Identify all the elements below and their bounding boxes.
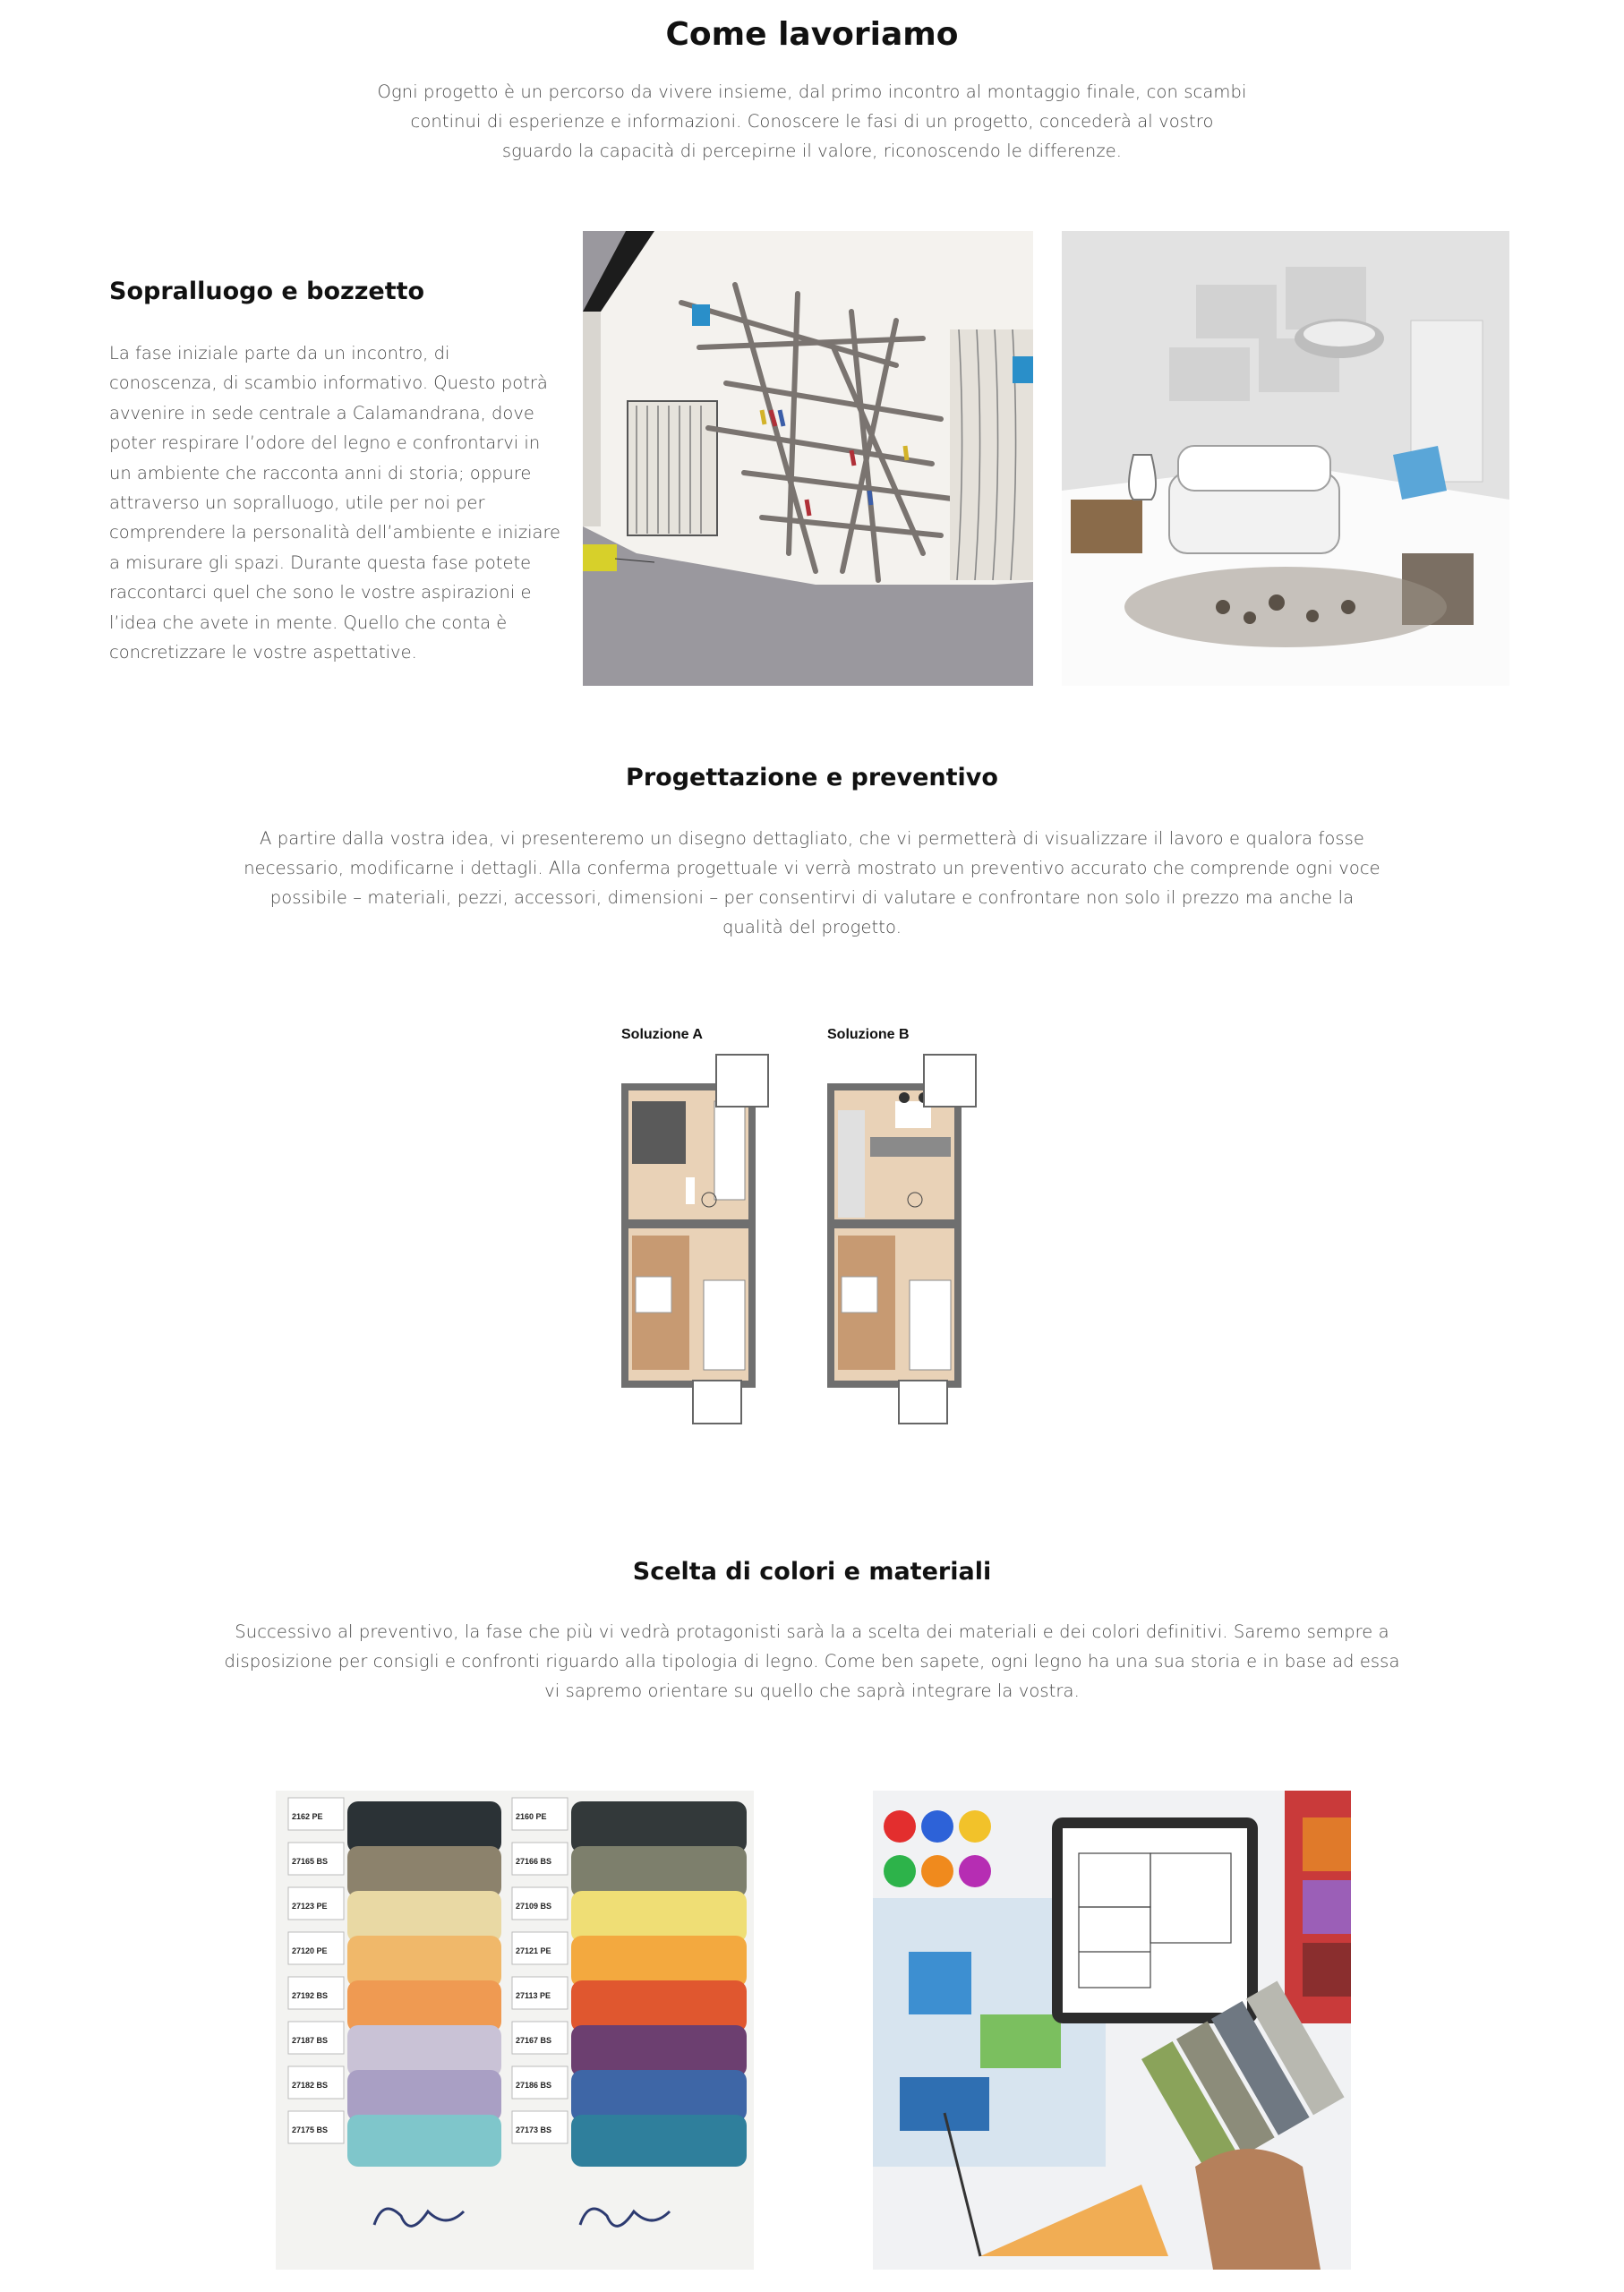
progettazione-text: A partire dalla vostra idea, vi presenteremo un disegno dettagliato, che vi permetterà di visualizzare il lavoro e qualora fosse necessario, modificarne i dettagli. Alla conferma progettuale vi verrà mostrato un preventivo accurato che comprende ogni voce possibile – materiali, pezzi, accessori, dimensioni – per consentirvi di valutare e confrontare non solo il prezzo ma anche la qualità del progetto. (244, 828, 1380, 937)
color-swatch (571, 1936, 747, 1988)
swatch-code-label: 27166 BS (516, 1857, 552, 1866)
shelf-sketch-image (583, 231, 1033, 686)
color-swatch (571, 2025, 747, 2077)
color-swatch (571, 2070, 747, 2122)
color-swatches-image (276, 1791, 754, 2270)
swatch-code-label: 27173 BS (516, 2125, 552, 2134)
color-swatch (347, 1936, 501, 1988)
color-swatch (571, 1846, 747, 1898)
swatch-code-label: 27123 PE (292, 1902, 328, 1911)
section-title-sopralluogo: Sopralluogo e bozzetto (109, 278, 425, 305)
color-swatch (347, 1980, 501, 2032)
scelta-text: Successivo al preventivo, la fase che più vi vedrà protagonisti sarà la a scelta dei materiali e dei colori definitivi. Saremo sempre a disposizione per consigli e confronti riguardo alla tipologia di legno. Come ben sapete, ogni legno ha una sua storia e in base ad essa vi sapremo orientare su quello che saprà integrare la vostra. (224, 1621, 1400, 1701)
swatch-code-label: 27109 BS (516, 1902, 552, 1911)
swatch-code-label: 27113 PE (516, 1991, 551, 2000)
section-title-scelta: Scelta di colori e materiali (632, 1558, 992, 1586)
color-swatch (347, 1801, 501, 1853)
plan-a-label: Soluzione A (621, 1027, 703, 1042)
swatch-code-label: 27182 BS (292, 2081, 329, 2090)
color-swatch (347, 2025, 501, 2077)
color-swatch (347, 1891, 501, 1943)
swatch-code-label: 27192 BS (292, 1991, 329, 2000)
color-swatch (347, 2070, 501, 2122)
swatch-code-label: 27120 PE (292, 1946, 328, 1955)
color-swatch (571, 1980, 747, 2032)
color-swatch (571, 1801, 747, 1853)
swatch-code-label: 27175 BS (292, 2125, 329, 2134)
page-title: Come lavoriamo (665, 16, 959, 53)
color-swatch (571, 2115, 747, 2167)
color-swatch (347, 2115, 501, 2167)
swatch-code-label: 2162 PE (292, 1812, 323, 1821)
plan-b-label: Soluzione B (827, 1027, 910, 1042)
living-room-sketch-image (1062, 231, 1509, 686)
swatch-code-label: 2160 PE (516, 1812, 547, 1821)
swatch-code-label: 27121 PE (516, 1946, 551, 1955)
intro-text: Ogni progetto è un percorso da vivere insieme, dal primo incontro al montaggio finale, con scambi continui di esperienze e informazioni. Conoscere le fasi di un progetto, concederà al vostro sguardo la capacità di percepirne il valore, riconoscendo le differenze. (377, 81, 1247, 161)
swatch-code-label: 27186 BS (516, 2081, 552, 2090)
design-workspace-image (873, 1791, 1351, 2270)
color-swatch (571, 1891, 747, 1943)
swatch-code-label: 27167 BS (516, 2036, 552, 2045)
sopralluogo-text: La fase iniziale parte da un incontro, di conoscenza, di scambio informativo. Questo potrà avvenire in sede centrale a Calamandrana, dove poter respirare l’odore del legno e confrontarvi in un ambiente che racconta anni di storia; oppure attraverso un sopralluogo, utile per noi per comprendere la personalità dell’ambiente e iniziare a misurare gli spazi. Durante questa fase potete raccontarci quel che sono le vostre aspirazioni e l’idea che avete in mente. Quello che conta è concretizzare le vostre aspettative. (109, 343, 561, 663)
swatch-code-label: 27187 BS (292, 2036, 329, 2045)
floor-plans-image (609, 1012, 1012, 1432)
swatch-code-label: 27165 BS (292, 1857, 329, 1866)
section-title-progettazione: Progettazione e preventivo (626, 764, 998, 791)
color-swatch (347, 1846, 501, 1898)
